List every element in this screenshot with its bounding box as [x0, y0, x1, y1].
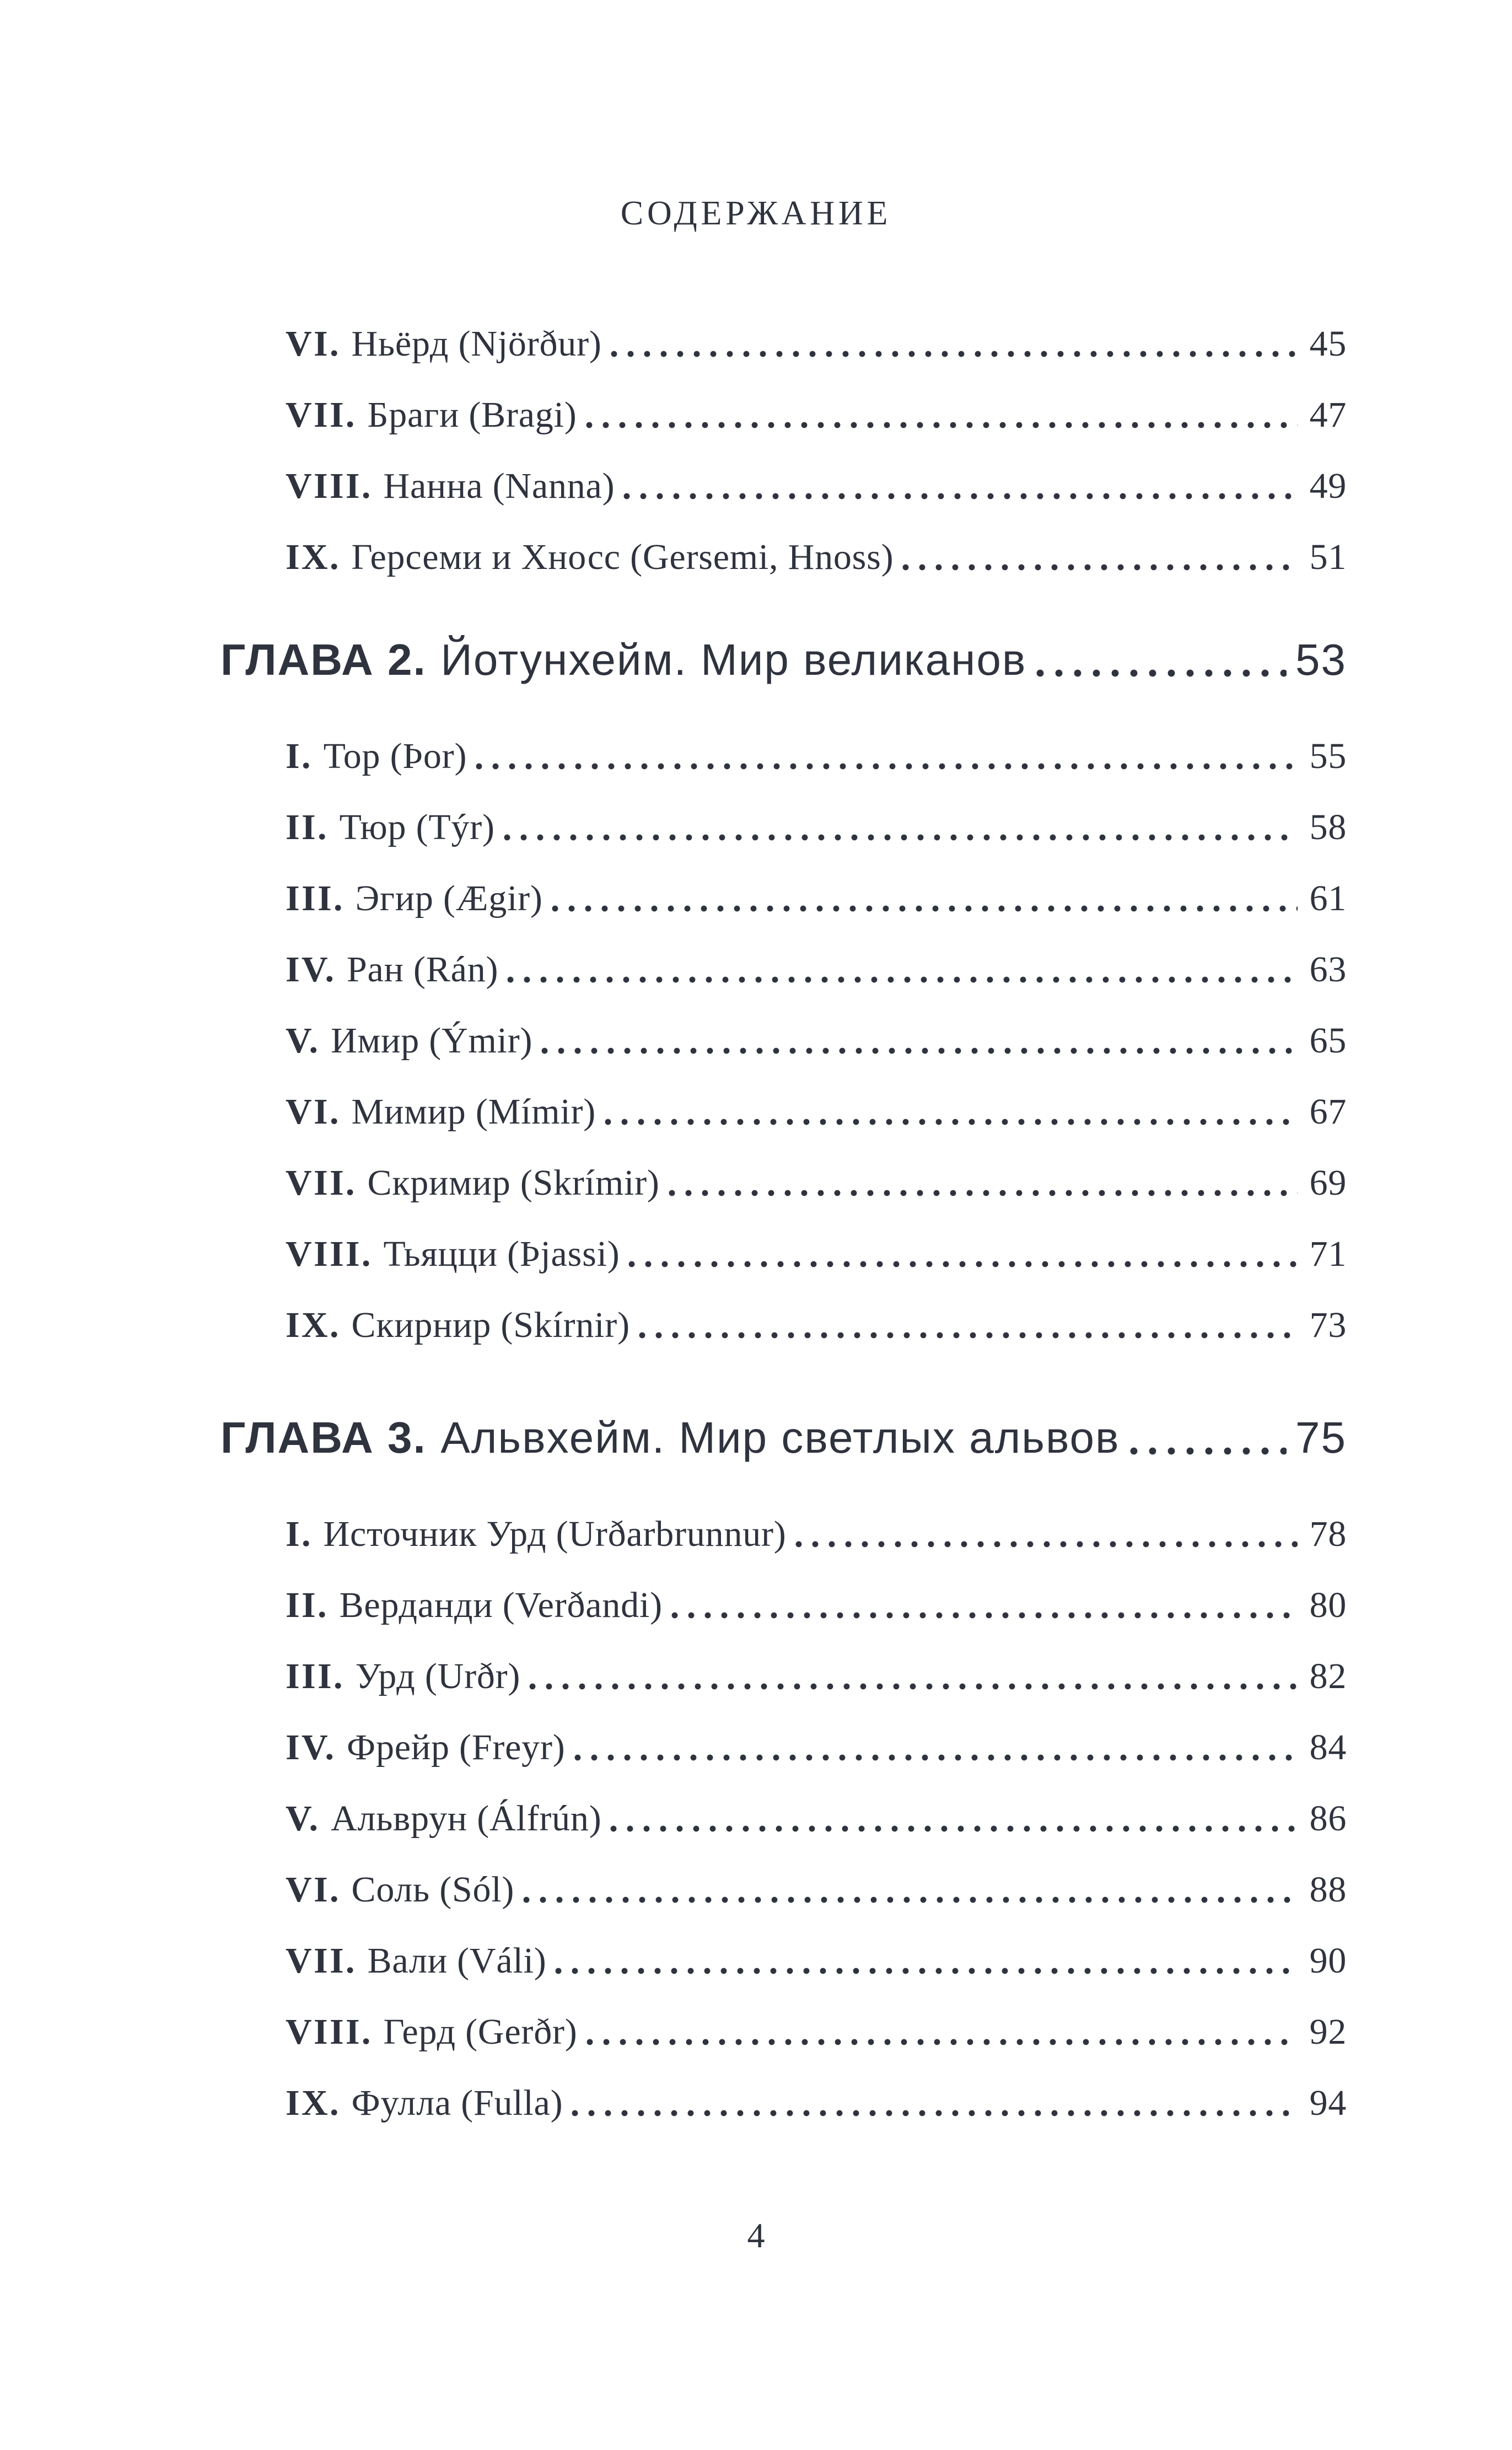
entry-page-number: 67 — [1309, 1092, 1347, 1132]
dot-leader — [639, 1332, 1298, 1339]
chapter-number: ГЛАВА 3. — [220, 1413, 427, 1462]
dot-leader — [552, 905, 1298, 912]
toc-entry — [220, 1855, 1347, 1926]
entry-page-number: 73 — [1309, 1305, 1347, 1346]
entry-label: Тор (Þor) — [323, 736, 467, 777]
dot-leader — [671, 1612, 1298, 1619]
entry-numeral: III. — [286, 1656, 345, 1697]
toc-entry — [220, 792, 1347, 863]
toc-entry — [220, 863, 1347, 934]
entry-label: Нанна (Nanna) — [383, 466, 615, 507]
toc-entry — [220, 1570, 1347, 1641]
entry-label: Ран (Rán) — [347, 949, 499, 990]
chapter-page-number: 75 — [1295, 1413, 1347, 1462]
toc-entry — [220, 1997, 1347, 2068]
toc-entry — [220, 451, 1347, 522]
dot-leader — [541, 1047, 1297, 1054]
entry-label: Имир (Ýmir) — [331, 1020, 533, 1061]
toc-entry — [220, 1077, 1347, 1148]
dot-leader — [572, 2110, 1297, 2116]
dot-leader — [476, 763, 1297, 770]
entry-label: Браги (Bragi) — [367, 395, 577, 436]
dot-leader — [795, 1541, 1298, 1548]
entry-numeral: IX. — [286, 2083, 341, 2124]
toc-group-chapter3 — [220, 1499, 1347, 2139]
chapter-title: Йотунхейм. Мир великанов — [440, 635, 1027, 684]
toc-entry — [220, 1499, 1347, 1570]
dot-leader — [586, 2039, 1298, 2045]
entry-label: Скирнир (Skírnir) — [351, 1305, 630, 1346]
entry-label: Тьяцци (Þjassi) — [383, 1234, 620, 1275]
chapter-heading — [220, 1396, 1347, 1479]
dot-leader — [902, 564, 1297, 571]
entry-page-number: 63 — [1309, 949, 1347, 990]
toc-entry — [220, 934, 1347, 1006]
entry-page-number: 82 — [1309, 1656, 1347, 1697]
dot-leader — [586, 422, 1298, 428]
entry-numeral: VII. — [286, 1941, 357, 1981]
chapter-number: ГЛАВА 2. — [220, 635, 427, 684]
entry-page-number: 84 — [1309, 1727, 1347, 1768]
entry-label: Фулла (Fulla) — [351, 2083, 563, 2124]
chapter-heading — [220, 619, 1347, 701]
entry-page-number: 80 — [1309, 1585, 1347, 1626]
entry-label: Соль (Sól) — [351, 1869, 515, 1910]
entry-numeral: I. — [286, 736, 313, 777]
toc-entry — [220, 1641, 1347, 1712]
dot-leader — [669, 1190, 1298, 1196]
entry-label: Источник Урд (Urðarbrunnur) — [323, 1514, 787, 1555]
toc-entry — [220, 1006, 1347, 1077]
entry-page-number: 88 — [1309, 1869, 1347, 1910]
dot-leader — [611, 351, 1298, 357]
entry-label: Ньёрд (Njörður) — [351, 324, 602, 364]
toc-group-chapter1-tail — [220, 309, 1347, 593]
entry-page-number: 45 — [1309, 324, 1347, 364]
entry-numeral: I. — [286, 1514, 313, 1555]
dot-leader — [628, 1261, 1297, 1267]
toc-entry — [220, 380, 1347, 451]
toc-group-chapter2 — [220, 721, 1347, 1361]
entry-page-number: 58 — [1309, 807, 1347, 848]
entry-numeral: II. — [286, 807, 329, 848]
entry-numeral: VII. — [286, 1163, 357, 1203]
entry-label: Урд (Urðr) — [355, 1656, 521, 1697]
toc-entry — [220, 1219, 1347, 1290]
entry-numeral: IX. — [286, 1305, 341, 1346]
entry-label: Тюр (Týr) — [339, 807, 495, 848]
entry-numeral: VIII. — [286, 466, 373, 507]
dot-leader — [523, 1896, 1298, 1903]
entry-page-number: 47 — [1309, 395, 1347, 436]
toc-entry — [220, 1712, 1347, 1783]
toc-entry — [220, 2068, 1347, 2139]
dot-leader — [1036, 669, 1287, 677]
chapter-page-number: 53 — [1295, 635, 1347, 684]
toc-entry — [220, 721, 1347, 792]
toc-entry — [220, 1148, 1347, 1219]
entry-numeral: V. — [286, 1020, 320, 1061]
entry-page-number: 65 — [1309, 1020, 1347, 1061]
entry-label: Альврун (Álfrún) — [331, 1798, 602, 1839]
entry-label: Вали (Váli) — [367, 1941, 547, 1981]
entry-page-number: 71 — [1309, 1234, 1347, 1275]
entry-page-number: 55 — [1309, 736, 1347, 777]
entry-numeral: IX. — [286, 537, 341, 578]
entry-numeral: II. — [286, 1585, 329, 1626]
page-title: СОДЕРЖАНИЕ — [620, 195, 892, 232]
toc-entry — [220, 1290, 1347, 1361]
entry-page-number: 51 — [1309, 537, 1347, 578]
entry-label: Верданди (Verðandi) — [339, 1585, 663, 1626]
dot-leader — [504, 834, 1298, 841]
entry-page-number: 90 — [1309, 1941, 1347, 1981]
entry-page-number: 78 — [1309, 1514, 1347, 1555]
entry-label: Скримир (Skrímir) — [367, 1163, 660, 1203]
entry-label: Герд (Gerðr) — [383, 2012, 578, 2053]
dot-leader — [555, 1968, 1297, 1974]
dot-leader — [610, 1825, 1297, 1832]
dot-leader — [529, 1683, 1297, 1690]
entry-numeral: IV. — [286, 1727, 336, 1768]
page-number-folio: 4 — [747, 2216, 765, 2255]
dot-leader — [623, 493, 1297, 499]
entry-numeral: VII. — [286, 395, 357, 436]
table-of-contents — [220, 309, 1347, 2139]
entry-label: Фрейр (Freyr) — [347, 1727, 566, 1768]
entry-numeral: VI. — [286, 1092, 341, 1132]
entry-page-number: 86 — [1309, 1798, 1347, 1839]
entry-numeral: IV. — [286, 949, 336, 990]
toc-entry — [220, 1926, 1347, 1997]
entry-numeral: VIII. — [286, 1234, 373, 1275]
entry-numeral: III. — [286, 878, 345, 919]
dot-leader — [605, 1119, 1298, 1125]
toc-entry — [220, 1783, 1347, 1855]
entry-page-number: 61 — [1309, 878, 1347, 919]
entry-numeral: VI. — [286, 1869, 341, 1910]
entry-numeral: VI. — [286, 324, 341, 364]
chapter-title: Альвхейм. Мир светлых альвов — [440, 1413, 1120, 1462]
dot-leader — [1130, 1447, 1287, 1455]
entry-label: Герсеми и Хносс (Gersemi, Hnoss) — [351, 537, 894, 578]
entry-page-number: 69 — [1309, 1163, 1347, 1203]
toc-entry — [220, 309, 1347, 380]
entry-page-number: 49 — [1309, 466, 1347, 507]
dot-leader — [507, 976, 1297, 983]
entry-label: Мимир (Mímir) — [351, 1092, 596, 1132]
entry-numeral: V. — [286, 1798, 320, 1839]
entry-page-number: 94 — [1309, 2083, 1347, 2124]
dot-leader — [574, 1754, 1298, 1761]
entry-label: Эгир (Ægir) — [355, 878, 543, 919]
entry-page-number: 92 — [1309, 2012, 1347, 2053]
toc-entry — [220, 522, 1347, 593]
entry-numeral: VIII. — [286, 2012, 373, 2053]
